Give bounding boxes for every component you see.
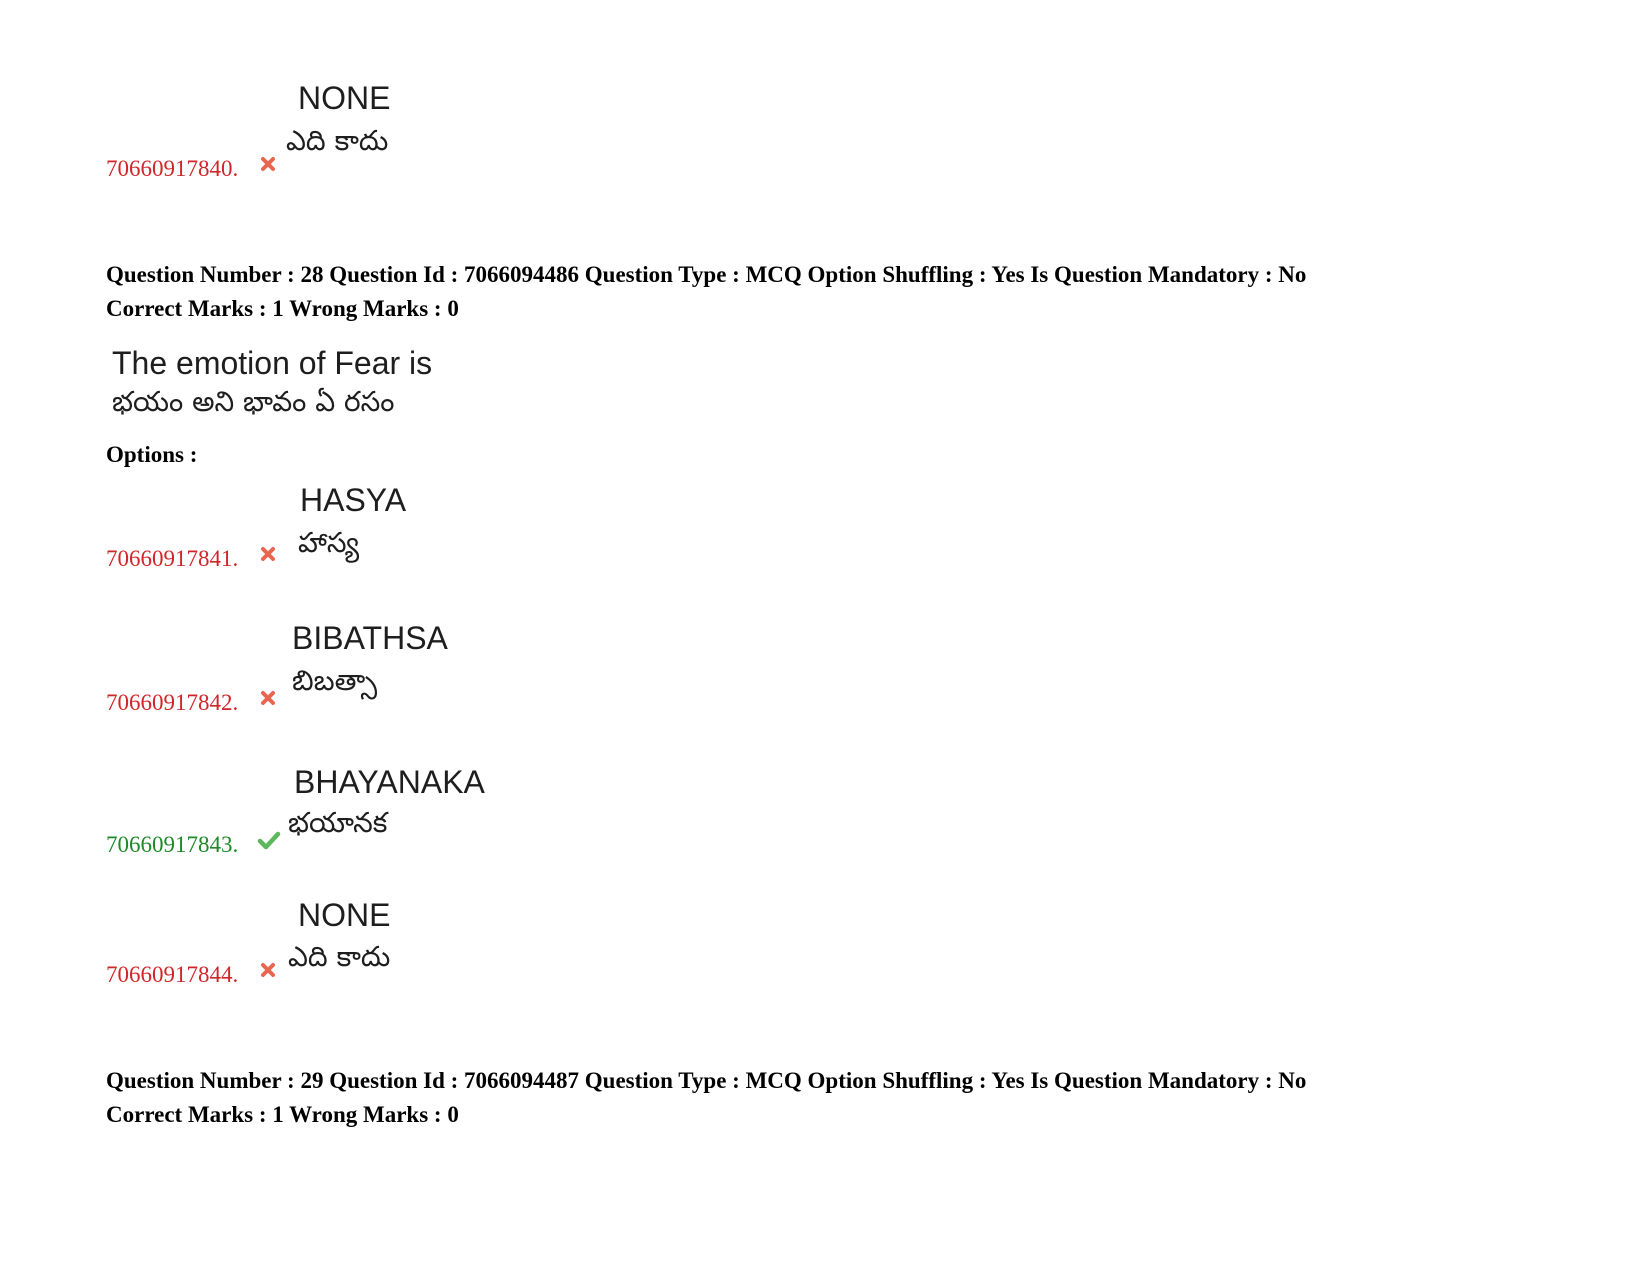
option-text-en: NONE	[298, 897, 391, 933]
option-id: 70660917844.	[106, 962, 239, 987]
cross-icon	[258, 960, 278, 980]
option-text-en: BIBATHSA	[292, 620, 448, 656]
options-label: Options :	[106, 442, 198, 467]
check-icon	[256, 830, 282, 850]
option-text-te: ఎది కాదు	[286, 124, 389, 157]
option-text-en: NONE	[298, 80, 391, 116]
option-text-en: HASYA	[300, 482, 407, 518]
option-text-te: బిబత్సా	[292, 664, 378, 697]
option-text-te: హాస్య	[298, 526, 360, 559]
question-text-te: భయం అని భావం ఏ రసం	[112, 385, 395, 418]
question-meta-line: Question Number : 28 Question Id : 7066094486 Question Type : MCQ Option Shuffling : Yes Is Question Mandatory : No	[106, 262, 1307, 287]
option-id: 70660917841.	[106, 546, 239, 571]
question-text-en: The emotion of Fear is	[112, 345, 433, 381]
question-marks-line: Correct Marks : 1 Wrong Marks : 0	[106, 1102, 459, 1127]
cross-icon	[258, 154, 278, 174]
question-meta-line: Question Number : 29 Question Id : 7066094487 Question Type : MCQ Option Shuffling : Yes Is Question Mandatory : No	[106, 1068, 1307, 1093]
option-id: 70660917843.	[106, 832, 239, 857]
option-text-te: భయానక	[288, 806, 388, 839]
cross-icon	[258, 688, 278, 708]
cross-icon	[258, 544, 278, 564]
question-marks-line: Correct Marks : 1 Wrong Marks : 0	[106, 296, 459, 321]
option-text-en: BHAYANAKA	[294, 764, 485, 800]
option-id: 70660917840.	[106, 156, 239, 181]
option-id: 70660917842.	[106, 690, 239, 715]
option-text-te: ఎది కాదు	[288, 940, 391, 973]
